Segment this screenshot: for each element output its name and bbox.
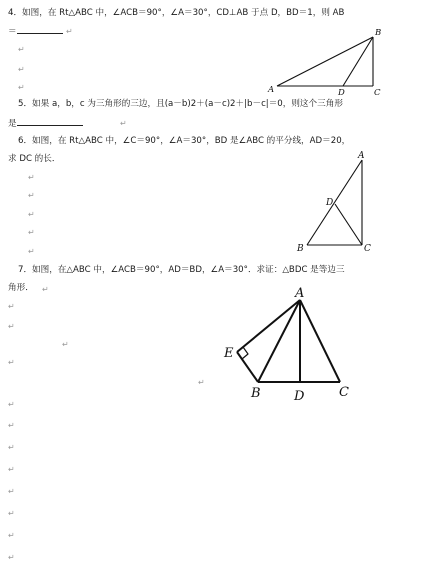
q4-label-d: D xyxy=(338,88,345,98)
paragraph-mark: ↵ xyxy=(42,285,49,294)
q7-side-ab xyxy=(258,300,300,382)
paragraph-mark: ↵ xyxy=(18,83,25,92)
q7-label-d: D xyxy=(294,389,305,404)
paragraph-mark: ↵ xyxy=(18,45,25,54)
paragraph-mark: ↵ xyxy=(62,340,69,349)
paragraph-mark: ↵ xyxy=(8,358,15,367)
q4-label-c: C xyxy=(374,88,381,98)
q5-prefix: 是 xyxy=(8,119,17,129)
paragraph-mark: ↵ xyxy=(8,421,15,430)
q6-label-c: C xyxy=(364,244,371,254)
paragraph-mark: ↵ xyxy=(28,210,35,219)
paragraph-mark: ↵ xyxy=(8,443,15,452)
q7-label-c: C xyxy=(339,385,349,400)
paragraph-mark: ↵ xyxy=(8,487,15,496)
paragraph-mark: ↵ xyxy=(18,65,25,74)
q4-equals: ＝ xyxy=(8,27,17,37)
q6-label-b: B xyxy=(297,244,304,254)
q7-text-line2: 角形． xyxy=(8,283,34,293)
paragraph-mark: ↵ xyxy=(8,509,15,518)
paragraph-mark: ↵ xyxy=(8,400,15,409)
paragraph-mark: ↵ xyxy=(8,553,15,562)
q7-label-e: E xyxy=(224,346,234,361)
q6-text-line2: 求 DC 的长． xyxy=(8,154,61,164)
paragraph-mark: ↵ xyxy=(8,302,15,311)
paragraph-mark: ↵ xyxy=(8,322,15,331)
q7-label-a: A xyxy=(295,286,305,301)
q6-label-a: A xyxy=(358,151,365,161)
paragraph-mark: ↵ xyxy=(28,191,35,200)
paragraph-mark: ↵ xyxy=(66,27,73,36)
q7-segment-ae xyxy=(237,300,300,352)
q5-text-line1: 5．如果 a，b，c 为三角形的三边，且(a－b)2＋(a－c)2＋|b－c|＝0，则这个三角形 xyxy=(18,99,343,109)
paragraph-mark: ↵ xyxy=(8,465,15,474)
q4-label-a: A xyxy=(268,85,275,95)
q7-text-line1: 7．如图，在△ABC 中，∠ACB＝90°，AD＝BD，∠A＝30°．求证：△BDC 是等边三 xyxy=(18,265,345,275)
paragraph-mark: ↵ xyxy=(28,173,35,182)
q7-segment-eb xyxy=(237,352,258,382)
q6-text-line1: 6．如图，在 Rt△ABC 中，∠C＝90°，∠A＝30°，BD 是∠ABC 的平分线，AD＝20， xyxy=(18,136,351,146)
q7-right-angle-marker xyxy=(242,347,248,359)
q7-label-b: B xyxy=(251,386,261,401)
paragraph-mark: ↵ xyxy=(28,228,35,237)
q7-side-ac xyxy=(300,300,340,382)
q6-label-d: D xyxy=(326,198,334,208)
q4-text-line1: 4．如图，在 Rt△ABC 中，∠ACB＝90°，∠A＝30°，CD⊥AB 于点 D，BD＝1，则 AB xyxy=(8,8,345,18)
paragraph-mark: ↵ xyxy=(8,531,15,540)
paragraph-mark: ↵ xyxy=(28,247,35,256)
paragraph-mark: ↵ xyxy=(198,378,205,387)
q4-label-b: B xyxy=(375,28,382,38)
paragraph-mark: ↵ xyxy=(120,119,127,128)
